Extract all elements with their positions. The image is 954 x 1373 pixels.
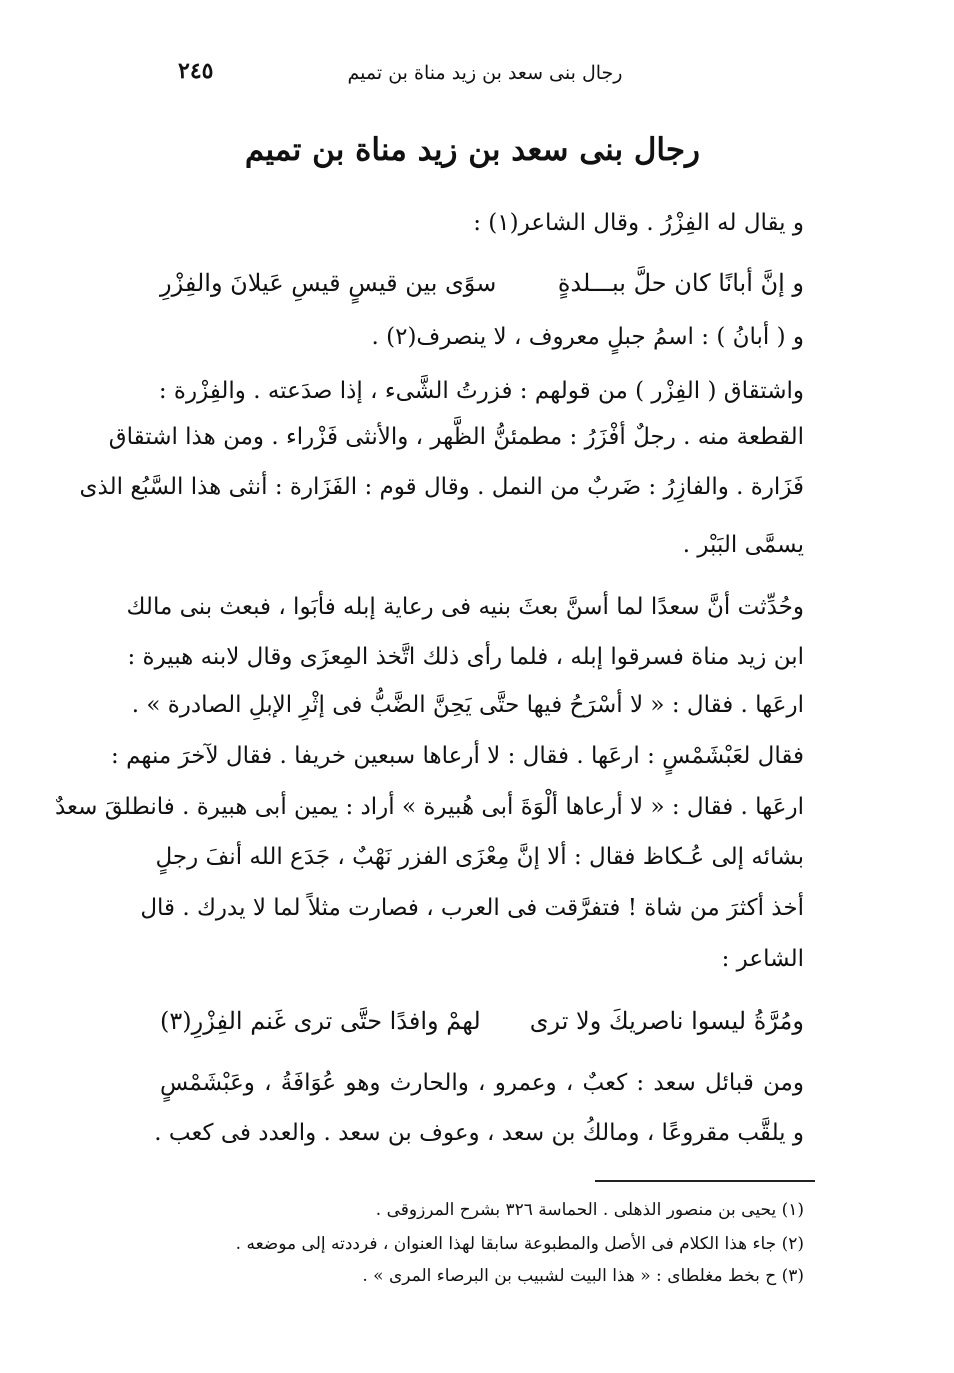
verse2-second-hemistich: لهمْ وافدًا حتَّى ترى غَنم الفِزْرِ(٣): [160, 1007, 481, 1035]
story-line: أخذ أكثرَ من شاة ! فتفرَّقت فى العرب ، فصارت مثلاً لما لا يدرك . قال: [140, 895, 804, 921]
footnote-3: (٣) ح بخط مغلطاى : « هذا البيت لشبيب بن البرصاء المرى » .: [362, 1266, 804, 1286]
story-line: الشاعر :: [721, 946, 804, 972]
tribes-line: و يلقَّب مقروعًا ، ومالكُ بن سعد ، وعوف بن سعد . والعدد فى كعب .: [154, 1120, 804, 1146]
footnote-separator: [595, 1180, 815, 1182]
story-line: ارعَها . فقال : « لا أسْرَحُ فيها حتَّى يَحِنَّ الضَّبُّ فى إثْرِ الإبلِ الصادرة » .: [131, 692, 804, 718]
verse1-second-hemistich: سوًى بين قيسٍ قيسِ عَيلانَ والفِزْرِ: [160, 269, 497, 297]
story-line: فقال لعَبْشَمْسٍ : ارعَها . فقال : لا أرعاها سبعين خريفا . فقال لآخرَ منهم :: [111, 743, 804, 769]
chapter-title: رجال بنى سعد بن زيد مناة بن تميم: [244, 132, 700, 168]
aban-note: و ( أبانُ ) : اسمُ جبلٍ معروف ، لا ينصرف(٢) .: [371, 324, 804, 350]
intro-line: و يقال له الفِزْرُ . وقال الشاعر(١) :: [473, 210, 804, 236]
story-line: بشائه إلى عُـكاظ فقال : ألا إنَّ مِعْزَى الفزر نَهْبٌ ، جَدَع الله أنفَ رجلٍ: [155, 844, 804, 870]
tribes-line: ومن قبائل سعد : كعبٌ ، وعمرو ، والحارث وهو عُوَافَةُ ، وعَبْشَمْسٍ: [160, 1070, 804, 1096]
etymology-line: فَزَارة . والفازِرُ : ضَربٌ من النمل . وقال قوم : الفَزَارة : أنثى هذا السَّبُع الذى: [79, 474, 804, 500]
footnote-2: (٢) جاء هذا الكلام فى الأصل والمطبوعة سابقا لهذا العنوان ، فرددته إلى موضعه .: [235, 1234, 804, 1254]
etymology-line: واشتقاق ( الفِزْر ) من قولهم : فزرتُ الشَّىء ، إذا صدَعته . والفِزْرة :: [158, 378, 804, 404]
etymology-line: يسمَّى البَبْر .: [682, 532, 804, 558]
footnote-1: (١) يحيى بن منصور الذهلى . الحماسة ٣٢٦ بشرح المرزوقى .: [375, 1200, 804, 1220]
story-line: ابن زيد مناة فسرقوا إبله ، فلما رأى ذلك اتَّخذ المِعزَى وقال لابنه هبيرة :: [127, 644, 804, 670]
etymology-line: القطعة منه . رجلٌ أفْزَرُ : مطمئنُّ الظَّهر ، والأنثى فَزْراء . ومن هذا اشتقاق: [108, 424, 804, 450]
running-header: رجال بنى سعد بن زيد مناة بن تميم: [347, 62, 623, 84]
verse1-first-hemistich: و إنَّ أبانًا كان حلَّ ببـــلدةٍ: [557, 269, 804, 297]
page-number: ٢٤٥: [178, 58, 214, 84]
verse2-first-hemistich: ومُرَّةُ ليسوا ناصريكَ ولا ترى: [529, 1007, 804, 1035]
story-line: ارعَها . فقال : « لا أرعاها ألْوَةَ أبى هُبيرة » أراد : يمين أبى هبيرة . فانطلقَ سعدٌ: [54, 794, 804, 820]
story-line: وحُدِّثت أنَّ سعدًا لما أسنَّ بعثَ بنيه فى رعاية إبله فأبَوا ، فبعث بنى مالك: [126, 594, 804, 620]
